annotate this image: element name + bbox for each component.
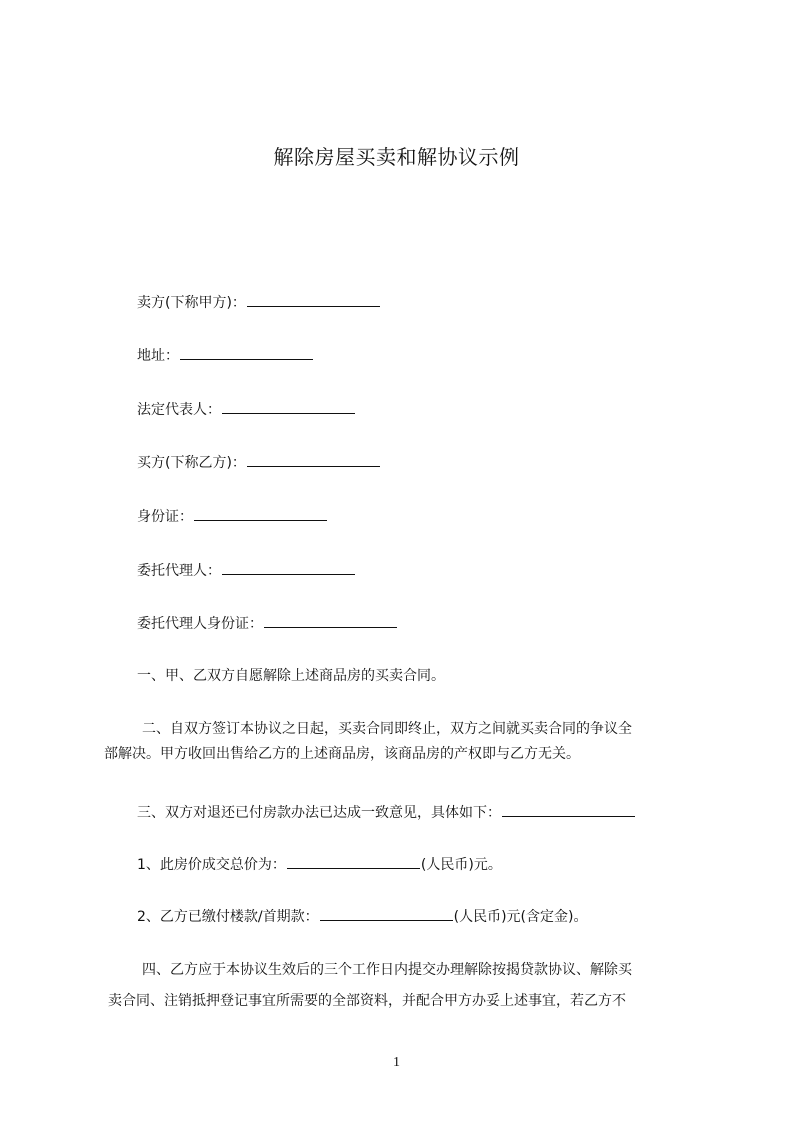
- address-field: [137, 345, 314, 366]
- clause-2-line-2: 部解决。甲方收回出售给乙方的上述商品房，该商品房的产权即与乙方无关。: [104, 746, 580, 762]
- agent-id-label: 委托代理人身份证：: [137, 616, 263, 632]
- item-2-prefix: 2、乙方已缴付楼款/首期款：: [137, 909, 319, 925]
- legal-rep-blank: [222, 399, 355, 414]
- id-card-label: 身份证：: [137, 509, 193, 525]
- clause-2-line-1: 二、自双方签订本协议之日起，买卖合同即终止，双方之间就买卖合同的争议全: [142, 721, 632, 737]
- agent-id-blank: [264, 613, 397, 628]
- clause-3-blank: [502, 802, 635, 817]
- agent-label: 委托代理人：: [137, 563, 221, 579]
- clause-4-line-2: 卖合同、注销抵押登记事宜所需要的全部资料，并配合甲方办妥上述事宜，若乙方不: [108, 993, 626, 1009]
- clause-3-item-1: [137, 854, 502, 875]
- address-blank: [180, 345, 313, 360]
- document-title: 解除房屋买卖和解协议示例: [273, 145, 520, 169]
- buyer-blank: [247, 452, 380, 467]
- item-1-suffix: (人民币)元。: [420, 857, 502, 873]
- seller-blank: [247, 292, 380, 307]
- seller-field: [137, 292, 381, 313]
- id-card-field: [137, 506, 328, 527]
- item-2-suffix: (人民币)元(含定金)。: [453, 909, 588, 925]
- clause-3-item-2: [137, 906, 587, 927]
- agent-blank: [222, 560, 355, 575]
- id-card-blank: [194, 506, 327, 521]
- item-1-blank: [287, 854, 420, 869]
- legal-rep-label: 法定代表人：: [137, 402, 221, 418]
- address-label: 地址：: [137, 348, 179, 364]
- agent-id-field: [137, 613, 398, 634]
- clause-1: 一、甲、乙双方自愿解除上述商品房的买卖合同。: [137, 668, 445, 684]
- clause-3-text: 三、双方对退还已付房款办法已达成一致意见，具体如下：: [137, 805, 501, 821]
- seller-label: 卖方(下称甲方)：: [137, 295, 246, 311]
- clause-4-line-1: 四、乙方应于本协议生效后的三个工作日内提交办理解除按揭贷款协议、解除买: [142, 962, 632, 978]
- item-2-blank: [320, 906, 453, 921]
- clause-3: [137, 802, 636, 823]
- item-1-prefix: 1、此房价成交总价为：: [137, 857, 286, 873]
- agent-field: [137, 560, 356, 581]
- page-number: 1: [393, 1055, 400, 1070]
- legal-rep-field: [137, 399, 356, 420]
- buyer-field: [137, 452, 381, 473]
- buyer-label: 买方(下称乙方)：: [137, 455, 246, 471]
